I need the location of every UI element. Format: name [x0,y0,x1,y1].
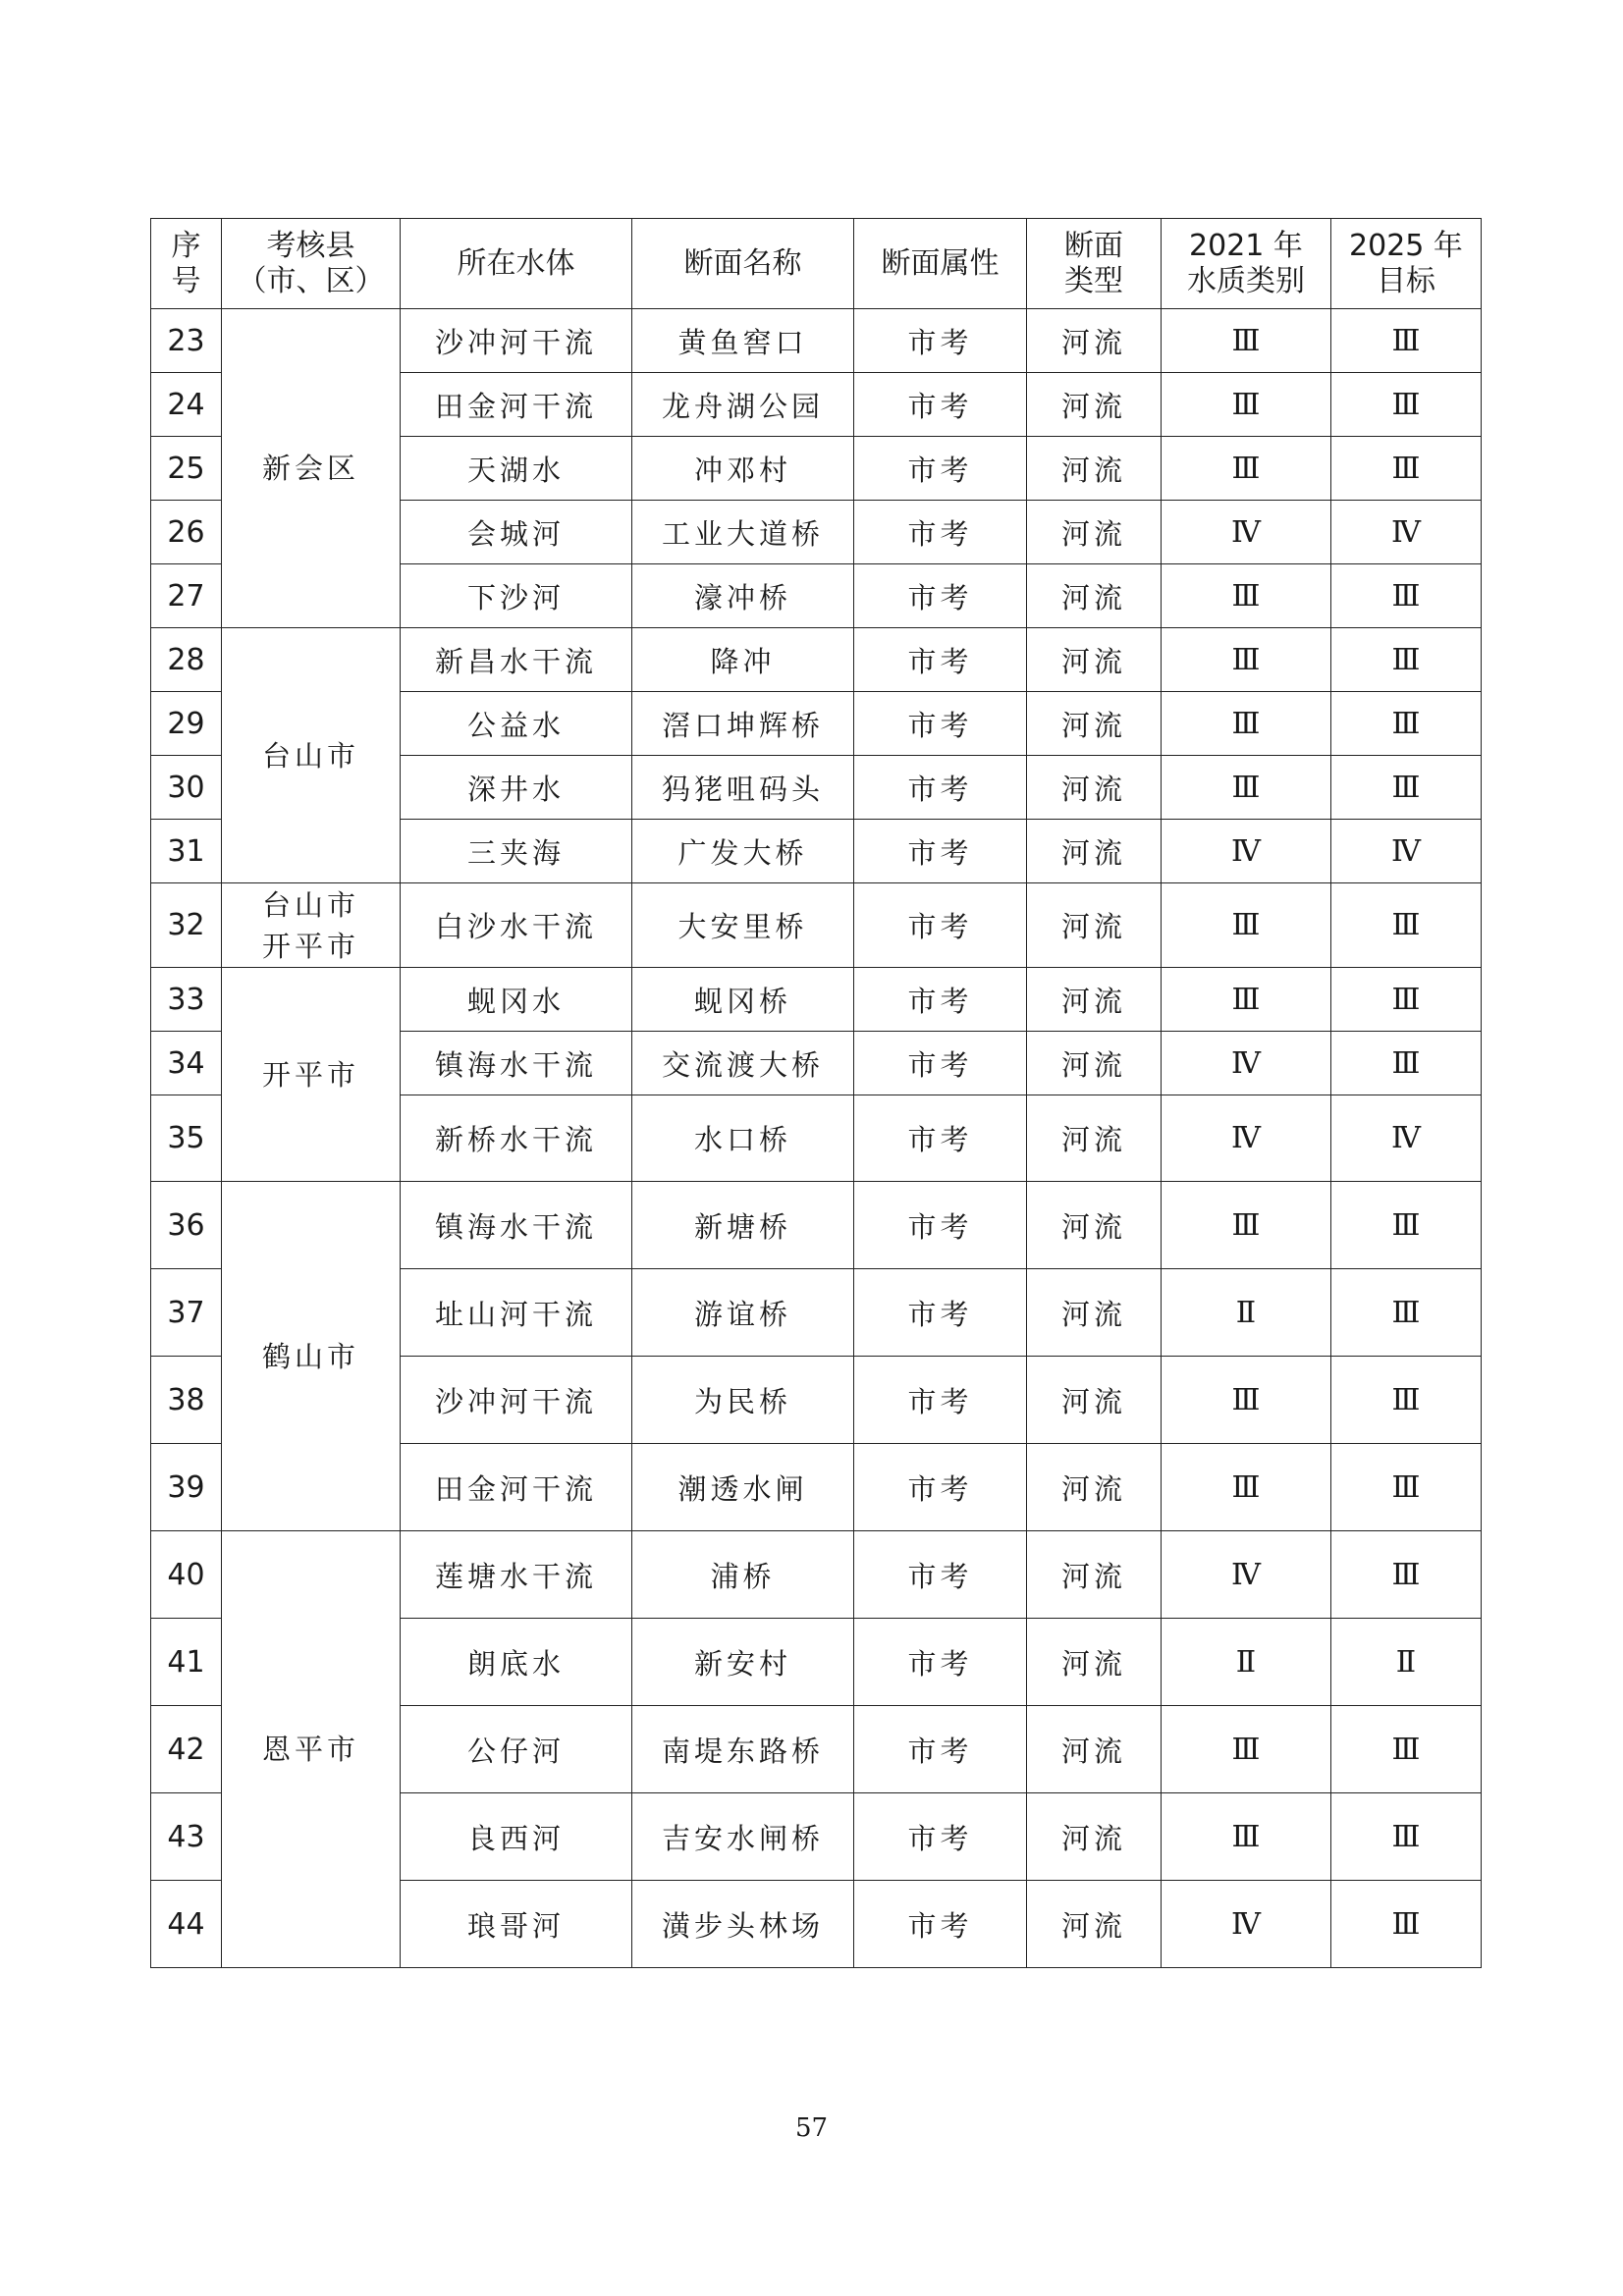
cell-t2025: Ⅲ [1331,564,1482,628]
cell-water: 镇海水干流 [401,1032,632,1095]
cell-type: 河流 [1027,1357,1162,1444]
cell-q2021: Ⅲ [1162,1357,1331,1444]
cell-t2025: Ⅲ [1331,628,1482,692]
cell-water: 址山河干流 [401,1269,632,1357]
cell-water: 琅哥河 [401,1881,632,1968]
cell-attr: 市考 [854,692,1027,756]
header-cell-water: 所在水体 [401,219,632,309]
cell-t2025: Ⅲ [1331,1357,1482,1444]
cell-q2021: Ⅳ [1162,501,1331,564]
cell-type: 河流 [1027,1881,1162,1968]
cell-water: 公益水 [401,692,632,756]
cell-q2021: Ⅲ [1162,756,1331,820]
cell-t2025: Ⅲ [1331,1793,1482,1881]
cell-attr: 市考 [854,968,1027,1032]
cell-attr: 市考 [854,1444,1027,1531]
table-row [151,309,1482,373]
cell-attr: 市考 [854,373,1027,437]
cell-type: 河流 [1027,501,1162,564]
cell-t2025: Ⅱ [1331,1619,1482,1706]
cell-type: 河流 [1027,883,1162,968]
header-cell-no: 序 号 [151,219,222,309]
cell-type: 河流 [1027,692,1162,756]
cell-section: 新塘桥 [632,1182,854,1269]
cell-q2021: Ⅲ [1162,437,1331,501]
cell-attr: 市考 [854,1095,1027,1182]
cell-type: 河流 [1027,1619,1162,1706]
header-cell-t2025: 2025 年 目标 [1331,219,1482,309]
header-cell-type: 断面 类型 [1027,219,1162,309]
cell-t2025: Ⅲ [1331,437,1482,501]
cell-no: 29 [151,692,222,756]
cell-section: 黄鱼窖口 [632,309,854,373]
cell-no: 37 [151,1269,222,1357]
cell-t2025: Ⅲ [1331,1706,1482,1793]
cell-attr: 市考 [854,1881,1027,1968]
water-quality-table [150,218,1482,1968]
cell-attr: 市考 [854,1269,1027,1357]
cell-type: 河流 [1027,756,1162,820]
cell-attr: 市考 [854,820,1027,883]
cell-no: 30 [151,756,222,820]
cell-section: 犸狫咀码头 [632,756,854,820]
table-row [151,628,1482,692]
cell-attr: 市考 [854,1706,1027,1793]
cell-type: 河流 [1027,820,1162,883]
cell-section: 浦桥 [632,1531,854,1619]
cell-no: 41 [151,1619,222,1706]
cell-attr: 市考 [854,437,1027,501]
cell-t2025: Ⅳ [1331,501,1482,564]
cell-attr: 市考 [854,309,1027,373]
header-cell-attr: 断面属性 [854,219,1027,309]
cell-attr: 市考 [854,564,1027,628]
cell-water: 新桥水干流 [401,1095,632,1182]
cell-t2025: Ⅲ [1331,756,1482,820]
cell-q2021: Ⅳ [1162,1095,1331,1182]
cell-water: 良西河 [401,1793,632,1881]
cell-q2021: Ⅲ [1162,564,1331,628]
cell-t2025: Ⅲ [1331,373,1482,437]
header-cell-section: 断面名称 [632,219,854,309]
cell-no: 31 [151,820,222,883]
table-body [151,309,1482,1968]
cell-county: 新会区 [222,309,401,628]
cell-water: 下沙河 [401,564,632,628]
cell-q2021: Ⅲ [1162,883,1331,968]
header-cell-county: 考核县 （市、区） [222,219,401,309]
cell-no: 44 [151,1881,222,1968]
cell-type: 河流 [1027,968,1162,1032]
cell-type: 河流 [1027,1095,1162,1182]
cell-t2025: Ⅲ [1331,692,1482,756]
cell-water: 莲塘水干流 [401,1531,632,1619]
cell-section: 吉安水闸桥 [632,1793,854,1881]
cell-no: 32 [151,883,222,968]
cell-water: 镇海水干流 [401,1182,632,1269]
cell-q2021: Ⅳ [1162,1032,1331,1095]
cell-attr: 市考 [854,756,1027,820]
cell-type: 河流 [1027,437,1162,501]
cell-t2025: Ⅲ [1331,1269,1482,1357]
cell-q2021: Ⅱ [1162,1269,1331,1357]
cell-section: 潢步头林场 [632,1881,854,1968]
cell-no: 36 [151,1182,222,1269]
cell-type: 河流 [1027,1032,1162,1095]
cell-attr: 市考 [854,1357,1027,1444]
table-row [151,883,1482,968]
cell-section: 水口桥 [632,1095,854,1182]
cell-t2025: Ⅳ [1331,820,1482,883]
cell-no: 27 [151,564,222,628]
cell-water: 会城河 [401,501,632,564]
cell-water: 白沙水干流 [401,883,632,968]
cell-section: 游谊桥 [632,1269,854,1357]
cell-section: 工业大道桥 [632,501,854,564]
table-row [151,1182,1482,1269]
cell-q2021: Ⅲ [1162,1182,1331,1269]
cell-water: 公仔河 [401,1706,632,1793]
cell-q2021: Ⅲ [1162,628,1331,692]
cell-water: 深井水 [401,756,632,820]
cell-q2021: Ⅲ [1162,309,1331,373]
cell-section: 蚬冈桥 [632,968,854,1032]
cell-type: 河流 [1027,373,1162,437]
cell-county: 恩平市 [222,1531,401,1968]
cell-county: 开平市 [222,968,401,1182]
cell-t2025: Ⅲ [1331,883,1482,968]
cell-no: 43 [151,1793,222,1881]
cell-t2025: Ⅲ [1331,1182,1482,1269]
cell-water: 田金河干流 [401,1444,632,1531]
cell-type: 河流 [1027,564,1162,628]
cell-t2025: Ⅲ [1331,309,1482,373]
cell-type: 河流 [1027,1793,1162,1881]
cell-t2025: Ⅲ [1331,1444,1482,1531]
cell-no: 23 [151,309,222,373]
cell-no: 28 [151,628,222,692]
cell-water: 沙冲河干流 [401,1357,632,1444]
cell-county: 鹤山市 [222,1182,401,1531]
cell-section: 潮透水闸 [632,1444,854,1531]
cell-t2025: Ⅲ [1331,1032,1482,1095]
cell-type: 河流 [1027,1182,1162,1269]
cell-attr: 市考 [854,1032,1027,1095]
cell-q2021: Ⅲ [1162,1444,1331,1531]
cell-water: 田金河干流 [401,373,632,437]
cell-no: 40 [151,1531,222,1619]
cell-attr: 市考 [854,1619,1027,1706]
cell-no: 34 [151,1032,222,1095]
cell-section: 降冲 [632,628,854,692]
cell-section: 为民桥 [632,1357,854,1444]
cell-t2025: Ⅲ [1331,968,1482,1032]
cell-q2021: Ⅳ [1162,820,1331,883]
cell-section: 滘口坤辉桥 [632,692,854,756]
cell-section: 龙舟湖公园 [632,373,854,437]
cell-water: 朗底水 [401,1619,632,1706]
cell-no: 35 [151,1095,222,1182]
cell-q2021: Ⅱ [1162,1619,1331,1706]
cell-county: 台山市 [222,628,401,883]
cell-q2021: Ⅳ [1162,1881,1331,1968]
cell-section: 南堤东路桥 [632,1706,854,1793]
cell-t2025: Ⅳ [1331,1095,1482,1182]
cell-section: 濠冲桥 [632,564,854,628]
cell-type: 河流 [1027,1531,1162,1619]
cell-no: 26 [151,501,222,564]
header-cell-q2021: 2021 年 水质类别 [1162,219,1331,309]
cell-water: 沙冲河干流 [401,309,632,373]
header-row [151,219,1482,309]
cell-no: 42 [151,1706,222,1793]
cell-water: 三夹海 [401,820,632,883]
cell-t2025: Ⅲ [1331,1531,1482,1619]
cell-no: 38 [151,1357,222,1444]
cell-section: 广发大桥 [632,820,854,883]
cell-q2021: Ⅲ [1162,1706,1331,1793]
cell-t2025: Ⅲ [1331,1881,1482,1968]
cell-no: 33 [151,968,222,1032]
cell-type: 河流 [1027,1269,1162,1357]
cell-attr: 市考 [854,1182,1027,1269]
cell-section: 冲邓村 [632,437,854,501]
cell-attr: 市考 [854,883,1027,968]
cell-water: 天湖水 [401,437,632,501]
cell-attr: 市考 [854,501,1027,564]
cell-type: 河流 [1027,1444,1162,1531]
cell-attr: 市考 [854,1531,1027,1619]
cell-water: 新昌水干流 [401,628,632,692]
cell-no: 24 [151,373,222,437]
cell-section: 新安村 [632,1619,854,1706]
cell-water: 蚬冈水 [401,968,632,1032]
cell-q2021: Ⅲ [1162,968,1331,1032]
cell-attr: 市考 [854,1793,1027,1881]
table-row [151,1531,1482,1619]
cell-type: 河流 [1027,1706,1162,1793]
cell-q2021: Ⅲ [1162,373,1331,437]
cell-q2021: Ⅲ [1162,692,1331,756]
cell-no: 25 [151,437,222,501]
cell-county: 台山市 开平市 [222,883,401,968]
cell-type: 河流 [1027,309,1162,373]
page-number: 57 [794,2113,829,2143]
table-row [151,968,1482,1032]
cell-type: 河流 [1027,628,1162,692]
cell-attr: 市考 [854,628,1027,692]
cell-q2021: Ⅳ [1162,1531,1331,1619]
cell-no: 39 [151,1444,222,1531]
cell-q2021: Ⅲ [1162,1793,1331,1881]
cell-section: 大安里桥 [632,883,854,968]
cell-section: 交流渡大桥 [632,1032,854,1095]
